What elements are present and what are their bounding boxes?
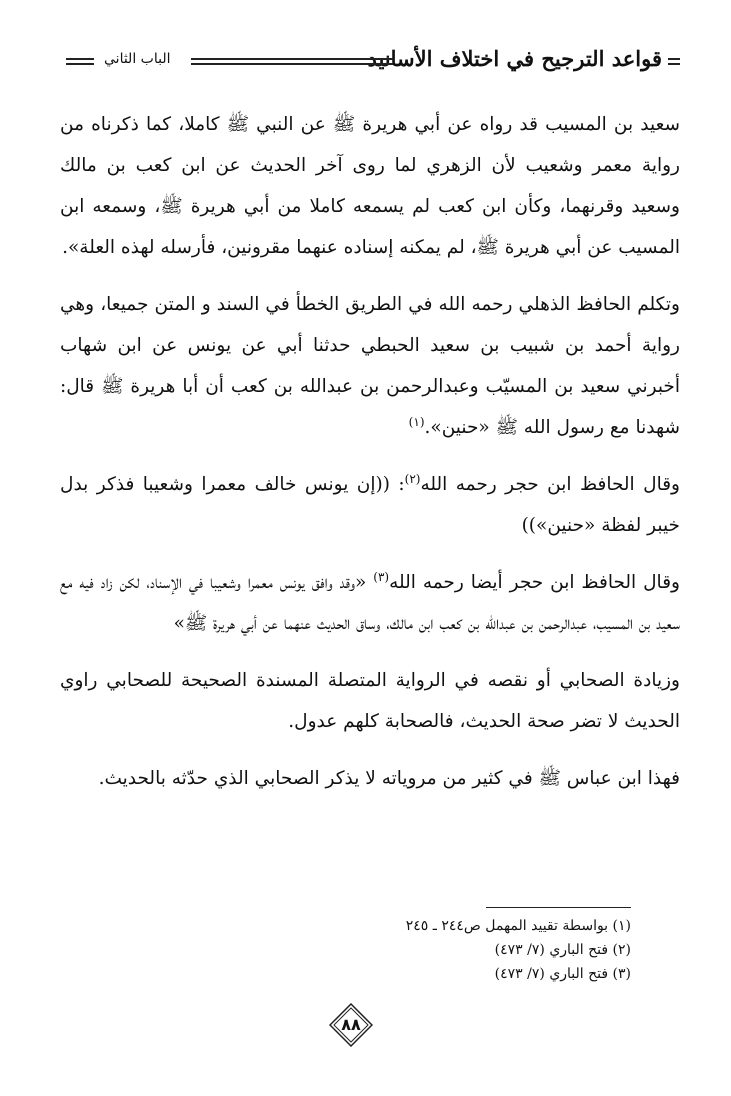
paragraph-text: سعيد بن المسيب قد رواه عن أبي هريرة ﷺ عن النبي ﷺ كاملا، كما ذكرناه من رواية معمر وشعيب لأن الزهري لما روى آخر الحديث عن ابن كعب بن مالك وسعيد وقرنهما، وكأن ابن كعب لم يسمعه كاملا من أبي هريرة ﷺ، وسمعه ابن المسيب عن أبي هريرة ﷺ، لم يمكنه إسناده عنهما مقرونين، فأرسله لهذه العلة». <box>60 114 680 258</box>
footnotes <box>111 907 631 986</box>
main-text <box>60 104 680 815</box>
paragraph <box>60 562 680 644</box>
footnote-marker: (١) <box>408 414 425 429</box>
paragraph <box>60 758 680 799</box>
chapter-label: الباب الثاني <box>104 51 171 67</box>
paragraph-text: فهذا ابن عباس ﷺ في كثير من مروياته لا يذكر الصحابي الذي حدّثه بالحديث. <box>98 768 680 789</box>
paragraph <box>60 104 680 268</box>
header-rule-right <box>668 58 680 65</box>
header-rule-middle <box>191 58 393 65</box>
footnote-separator <box>486 907 631 908</box>
footnote-marker: (٣) <box>373 569 390 584</box>
paragraph-text: وزيادة الصحابي أو نقصه في الرواية المتصلة المسندة الصحيحة للصحابي راوي الحديث لا تضر صحة الحديث، فالصحابة كلهم عدول. <box>60 670 680 732</box>
page-header <box>58 40 680 86</box>
paragraph <box>60 660 680 742</box>
header-rule-left <box>66 58 94 65</box>
page-number: ٨٨ <box>341 1015 361 1034</box>
footnote: (٣) فتح الباري (٧/ ٤٧٣) <box>494 966 631 982</box>
paragraph <box>60 284 680 448</box>
paragraph-text: وقال الحافظ ابن حجر أيضا رحمه الله <box>389 572 680 593</box>
paragraph-text: «وقد وافق يونس معمرا وشعيبا في الإسناد، لكن زاد فيه مع سعيد بن المسيب، عبدالرحمن بن عبدالله بن كعب ابن مالك، وساق الحديث عنهما عن أبي هريرة ﷺ» <box>60 572 680 634</box>
page-number-ornament <box>329 1003 373 1047</box>
footnote-marker: (٢) <box>404 471 421 486</box>
book-title: قواعد الترجيح في اختلاف الأسانيد <box>367 46 662 71</box>
paragraph-text: وقال الحافظ ابن حجر رحمه الله <box>420 474 680 495</box>
paragraph <box>60 464 680 546</box>
paragraph-text: وتكلم الحافظ الذهلي رحمه الله في الطريق الخطأ في السند و المتن جميعا، وهي رواية أحمد بن شبيب بن سعيد الحبطي حدثنا أبي عن يونس عن ابن شهاب أخبرني سعيد بن المسيّب وعبدالرحمن بن عبدالله بن كعب أن أبا هريرة ﷺ قال: شهدنا مع رسول الله ﷺ «حنين». <box>60 294 680 438</box>
footnote: (٢) فتح الباري (٧/ ٤٧٣) <box>494 942 631 958</box>
footnote: (١) بواسطة تقييد المهمل ص٢٤٤ ـ ٢٤٥ <box>405 918 631 934</box>
paragraph-text: : ((إن يونس خالف معمرا وشعيبا فذكر بدل خيبر لفظة «حنين»)) <box>60 474 680 536</box>
